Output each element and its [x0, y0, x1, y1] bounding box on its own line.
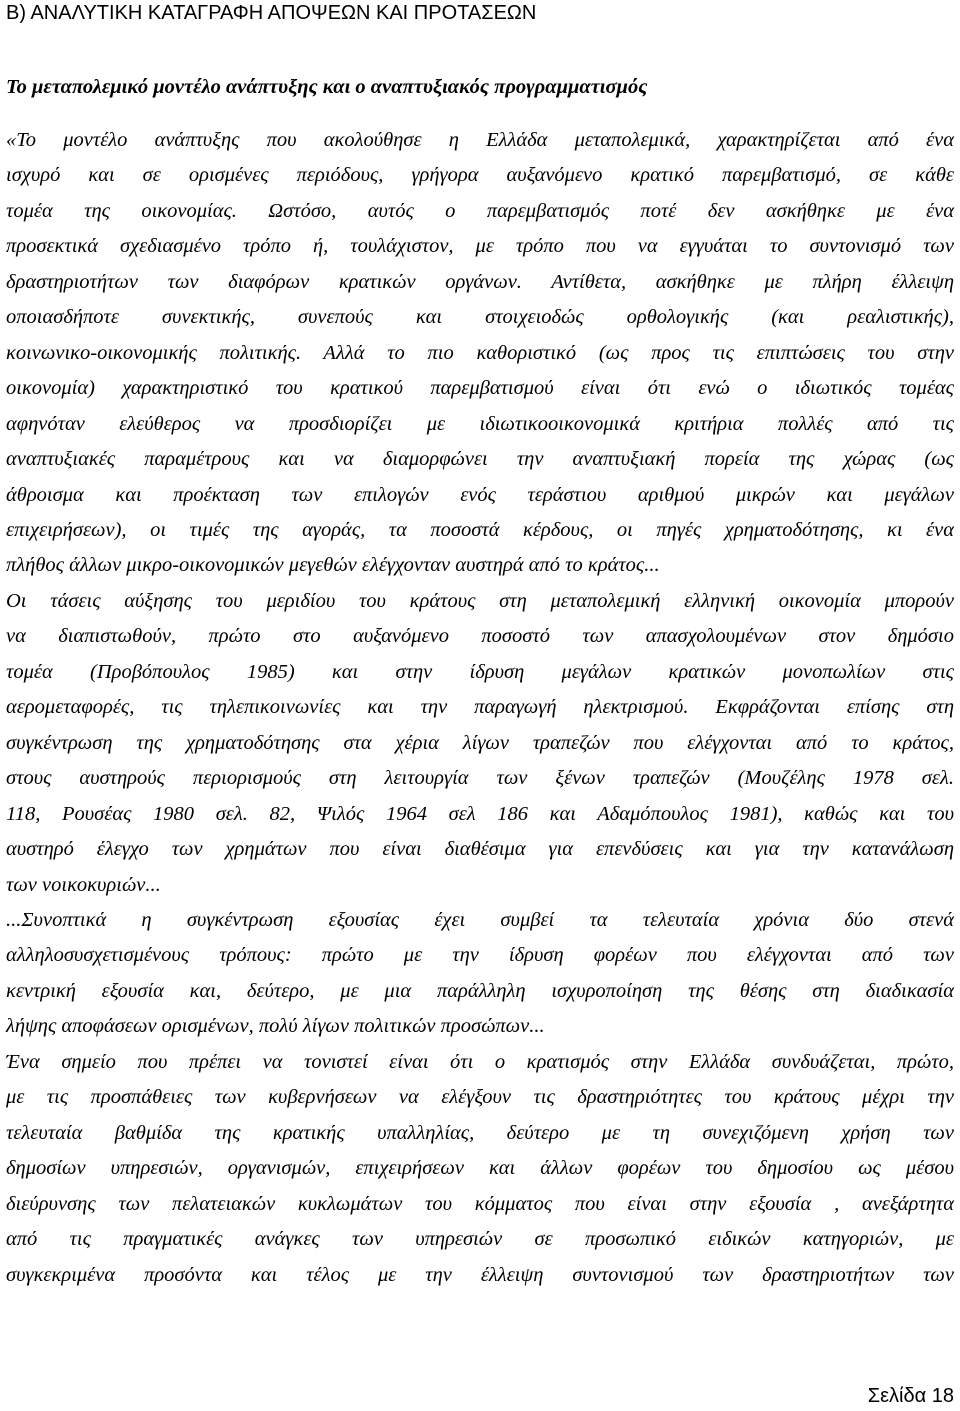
body-text [6, 123, 954, 1293]
text-line: ...Συνοπτικά η συγκέντρωση εξουσίας έχει συμβεί τα τελευταία χρόνια δύο στενά [6, 908, 954, 931]
text-line: αλληλοσυσχετισμένους τρόπους: πρώτο με την ίδρυση φορέων που ελέγχονται από των [6, 944, 954, 967]
text-line: 118, Ρουσέας 1980 σελ. 82, Ψιλός 1964 σελ 186 και Αδαμόπουλος 1981), καθώς και του [6, 802, 954, 825]
page-label: Σελίδα [867, 1385, 927, 1407]
text-line: με τις προσπάθειες των κυβερνήσεων να ελέγξουν τις δραστηριότητες του κράτους μέχρι την [6, 1086, 954, 1109]
text-line: προσεκτικά σχεδιασμένο τρόπο ή, τουλάχιστον, με τρόπο που να εγγυάται το συντονισμό των [6, 235, 954, 258]
text-line: Ένα σημείο που πρέπει να τονιστεί είναι ότι ο κρατισμός στην Ελλάδα συνδυάζεται, πρώτο, [6, 1050, 954, 1073]
text-line: δραστηριοτήτων των διαφόρων κρατικών οργάνων. Αντίθετα, ασκήθηκε με πλήρη έλλειψη [6, 270, 954, 293]
text-line: λήψης αποφάσεων ορισμένων, πολύ λίγων πολιτικών προσώπων... [6, 1015, 545, 1038]
text-line: κεντρική εξουσία και, δεύτερο, με μια παράλληλη ισχυροποίηση της θέσης στη διαδικασία [6, 979, 954, 1002]
text-line: αερομεταφορές, τις τηλεπικοινωνίες και την παραγωγή ηλεκτρισμού. Εκφράζονται επίσης στη [6, 696, 954, 719]
page-number: 18 [931, 1385, 954, 1407]
text-line: τομέα (Προβόπουλος 1985) και στην ίδρυση μεγάλων κρατικών μονοπωλίων στις [6, 660, 954, 683]
text-line: τελευταία βαθμίδα της κρατικής υπαλληλίας, δεύτερο με τη συνεχιζόμενη χρήση των [6, 1121, 954, 1144]
text-line: «Το μοντέλο ανάπτυξης που ακολούθησε η Ελλάδα μεταπολεμικά, χαρακτηρίζεται από ένα [6, 129, 954, 151]
text-line: συγκεκριμένα προσόντα και τέλος με την έλλειψη συντονισμού των δραστηριοτήτων των [6, 1263, 954, 1286]
text-line: να διαπιστωθούν, πρώτο στο αυξανόμενο ποσοστό των απασχολουμένων στον δημόσιο [6, 625, 954, 648]
text-line: Οι τάσεις αύξησης του μεριδίου του κράτους στη μεταπολεμική ελληνική οικονομία μπορούν [6, 589, 954, 612]
text-line: οικονομία) χαρακτηριστικό του κρατικού παρεμβατισμού είναι ότι ενώ ο ιδιωτικός τομέας [6, 377, 954, 400]
text-line: αφηνόταν ελεύθερος να προσδιορίζει με ιδιωτικοοικονομικά κριτήρια πολλές από τις [6, 412, 954, 435]
document-page [6, 0, 954, 1293]
text-line: διεύρυνσης των πελατειακών κυκλωμάτων του κόμματος που είναι στην εξουσία , ανεξάρτητα [6, 1192, 954, 1215]
text-line: συγκέντρωση της χρηματοδότησης στα χέρια λίγων τραπεζών που ελέγχονται από το κράτος, [6, 731, 954, 754]
subsection-title: Το μεταπολεμικό μοντέλο ανάπτυξης και ο αναπτυξιακός προγραμματισμός [6, 76, 648, 98]
text-line: οποιασδήποτε συνεκτικής, συνεπούς και στοιχειοδώς ορθολογικής (και ρεαλιστικής), [6, 306, 954, 329]
text-line: στους αυστηρούς περιορισμούς στη λειτουργία των ξένων τραπεζών (Μουζέλης 1978 σελ. [6, 767, 954, 790]
text-line: δημοσίων υπηρεσιών, οργανισμών, επιχειρήσεων και άλλων φορέων του δημοσίου ως μέσου [6, 1157, 954, 1180]
text-line: των νοικοκυριών... [6, 873, 161, 896]
page-footer [868, 1384, 954, 1408]
text-line: τομέα της οικονομίας. Ωστόσο, αυτός ο παρεμβατισμός ποτέ δεν ασκήθηκε με ένα [6, 199, 954, 222]
text-line: αυστηρό έλεγχο των χρημάτων που είναι διαθέσιμα για επενδύσεις και για την κατανάλωση [6, 838, 954, 861]
section-heading: Β) ΑΝΑΛΥΤΙΚΗ ΚΑΤΑΓΡΑΦΗ ΑΠΟΨΕΩΝ ΚΑΙ ΠΡΟΤΑΣΕΩΝ [6, 2, 537, 24]
text-line: από τις πραγματικές ανάγκες των υπηρεσιών σε προσωπικό ειδικών κατηγοριών, με [6, 1228, 954, 1251]
text-line: πλήθος άλλων μικρο-οικονομικών μεγεθών ελέγχονταν αυστηρά από το κράτος... [6, 554, 660, 577]
text-line: κοινωνικο-οικονομικής πολιτικής. Αλλά το πιο καθοριστικό (ως προς τις επιπτώσεις του στην [6, 341, 954, 364]
text-line: ισχυρό και σε ορισμένες περιόδους, γρήγορα αυξανόμενο κρατικό παρεμβατισμό, σε κάθε [6, 164, 954, 187]
text-line: άθροισμα και προέκταση των επιλογών ενός τεράστιου αριθμού μικρών και μεγάλων [6, 483, 954, 506]
text-line: επιχειρήσεων), οι τιμές της αγοράς, τα ποσοστά κέρδους, οι πηγές χρηματοδότησης, κι ένα [6, 518, 954, 541]
text-line: αναπτυξιακές παραμέτρους και να διαμορφώνει την αναπτυξιακή πορεία της χώρας (ως [6, 448, 954, 471]
